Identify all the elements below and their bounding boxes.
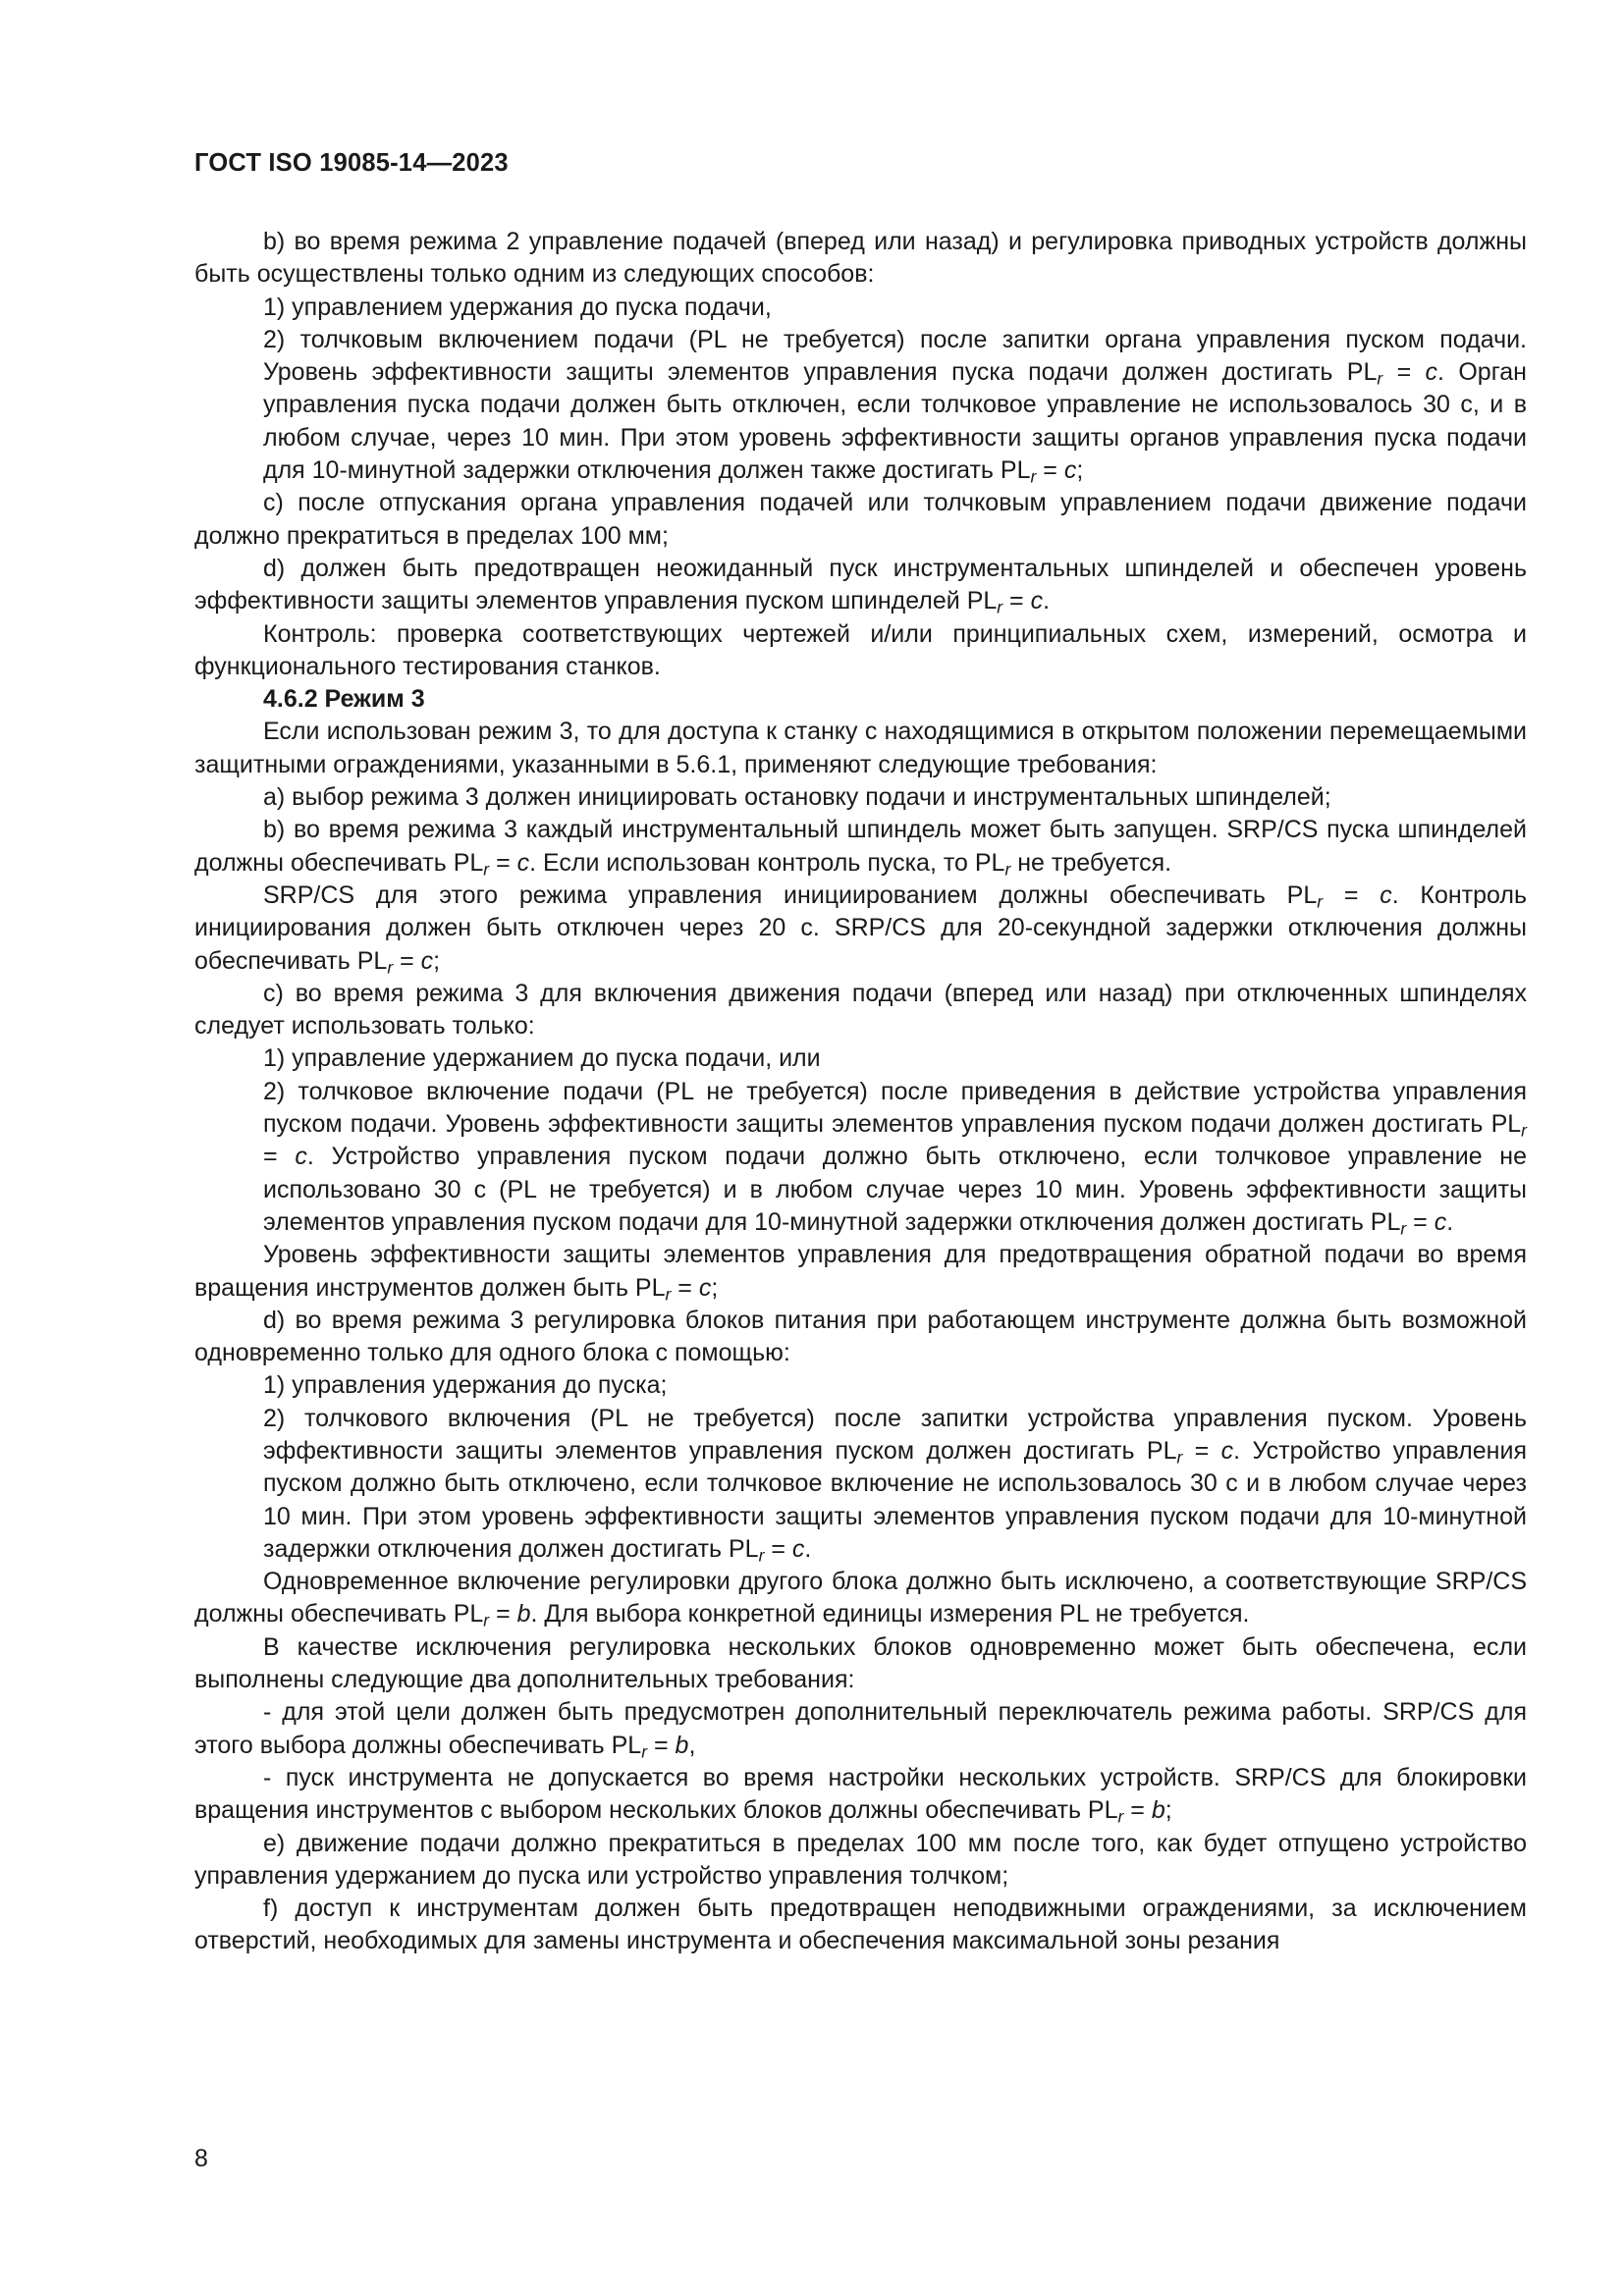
paragraph-d-spindle: d) должен быть предотвращен неожиданный пуск инструментальных шпинделей и обеспечен уровень эффективности защиты элементов управления пуском шпинделей $PL_r = c$. <box>194 554 1527 617</box>
paragraph-b-spindle-start: b) во время режима 3 каждый инструментальный шпиндель может быть запущен. SRP/CS пуска шпинделей должны обеспечивать $PL_r = c$. Если использован контроль пуска, то $PL_r$ не требуется. <box>194 816 1527 880</box>
list-item-1-hold-start: 1) управления удержания до пуска; <box>263 1371 668 1400</box>
document-body <box>194 226 1527 1958</box>
paragraph-reverse-feed: Уровень эффективности защиты элементов управления для предотвращения обратной подачи во время вращения инструментов должен быть $PL_r = c$; <box>194 1241 1527 1304</box>
page-number: 8 <box>194 2145 208 2172</box>
paragraph-a-select: a) выбор режима 3 должен инициировать остановку подачи и инструментальных шпинделей; <box>263 783 1331 812</box>
list-item-2-jog-start: 2) толчкового включения (PL не требуется) после запитки устройства управления пуском. Уровень эффективности защиты элементов управления пуском должен достигать $PL_r = c$. Устройство управления пуском должно быть отключено, если толчковое включение не использовалось 30 с и в любом случае через 10 мин. При этом уровень эффективности защиты элементов управления пуском подачи для 10-минутной задержки отключения должен достигать $PL_r = c$. <box>263 1404 1527 1566</box>
paragraph-d-power-units: d) во время режима 3 регулировка блоков питания при работающем инструменте должна быть возможной одновременно только для одного блока с помощью: <box>194 1306 1527 1367</box>
bullet-tool-start: - пуск инструмента не допускается во время настройки нескольких устройств. SRP/CS для блокировки вращения инструментов с выбором нескольких блоков должны обеспечивать $PL_r = b$; <box>194 1763 1527 1827</box>
paragraph-c-stop: c) после отпускания органа управления подачей или толчковым управлением подачи движение подачи должно прекратиться в пределах 100 мм; <box>194 489 1527 550</box>
bullet-mode-switch: - для этой цели должен быть предусмотрен дополнительный переключатель режима работы. SRP/CS для этого выбора должны обеспечивать $PL_r = b$, <box>194 1698 1527 1762</box>
list-item-2: 2) толчковым включением подачи (PL не требуется) после запитки органа управления пуском подачи. Уровень эффективности защиты элементов управления пуска подачи должен достигать $PL_r = c$. Орган управления пуска подачи должен быть отключен, если толчковое управление не использовалось 30 с, и в любом случае, через 10 мин. При этом уровень эффективности защиты органов управления пуска подачи для 10-минутной задержки отключения должен также достигать $PL_r = c$; <box>263 325 1527 487</box>
paragraph-exception: В качестве исключения регулировка нескольких блоков одновременно может быть обеспечена, если выполнены следующие два дополнительных требования: <box>194 1632 1527 1694</box>
paragraph-control: Контроль: проверка соответствующих чертежей и/или принципиальных схем, измерений, осмотра и функционального тестирования станков. <box>194 619 1527 680</box>
paragraph-f-tool-access: f) доступ к инструментам должен быть предотвращен неподвижными ограждениями, за исключением отверстий, необходимых для замены инструмента и обеспечения максимальной зоны резания <box>194 1895 1527 1955</box>
document-code-header: ГОСТ ISO 19085-14—2023 <box>194 149 509 177</box>
list-item-1: 1) управлением удержания до пуска подачи, <box>263 293 772 321</box>
paragraph-e-feed-stop: e) движение подачи должно прекратиться в пределах 100 мм после того, как будет отпущено устройство управления удержанием до пуска или устройство управления толчком; <box>194 1829 1527 1890</box>
paragraph-srpcs-init: SRP/CS для этого режима управления инициированием должны обеспечивать $PL_r = c$. Контроль инициирования должен быть отключен через 20 с. SRP/CS для 20-секундной задержки отключения должны обеспечивать $PL_r = c$; <box>194 881 1527 977</box>
paragraph-c-feed: c) во время режима 3 для включения движения подачи (вперед или назад) при отключенных шпинделях следует использовать только: <box>194 979 1527 1041</box>
list-item-2-jog: 2) толчковое включение подачи (PL не требуется) после приведения в действие устройства управления пуском подачи. Уровень эффективности защиты элементов управления пуском подачи должен достигать $PL_r = c$. Устройство управления пуском подачи должно быть отключено, если толчковое управление не использовано 30 с (PL не требуется) и в любом случае через 10 мин. Уровень эффективности защиты элементов управления пуском подачи для 10-минутной задержки отключения должен достигать $PL_r = c$. <box>263 1077 1528 1239</box>
paragraph-mode3-intro: Если использован режим 3, то для доступа к станку с находящимися в открытом положении перемещаемыми защитными ограждениями, указанными в 5.6.1, применяют следующие требования: <box>194 718 1527 778</box>
list-item-1-hold: 1) управление удержанием до пуска подачи, или <box>263 1044 821 1073</box>
paragraph-b-mode2: b) во время режима 2 управление подачей (вперед или назад) и регулировка приводных устройств должны быть осуществлены только одним из следующих способов: <box>194 228 1527 289</box>
section-heading-4-6-2: 4.6.2 Режим 3 <box>263 685 425 714</box>
paragraph-simultaneous: Одновременное включение регулировки другого блока должно быть исключено, а соответствующие SRP/CS должны обеспечивать $PL_r = b$. Для выбора конкретной единицы измерения PL не требуется. <box>194 1568 1527 1630</box>
